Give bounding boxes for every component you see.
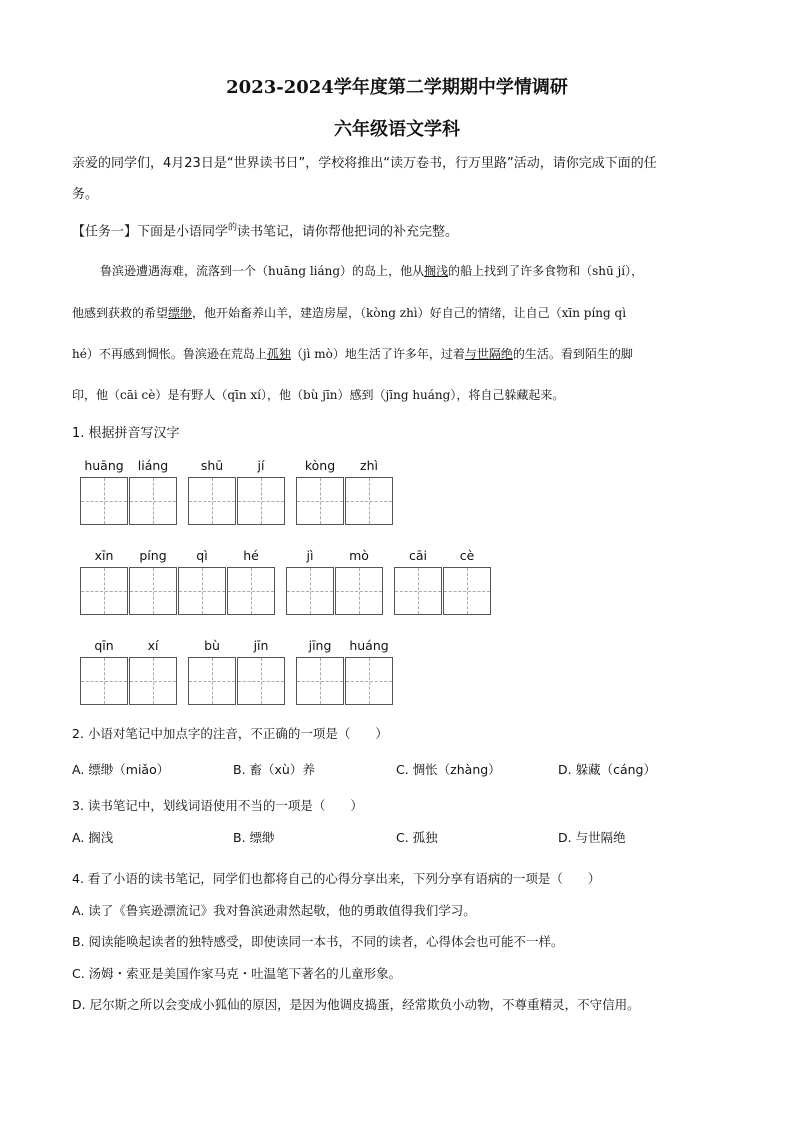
- pinyin-label: xí: [147, 638, 159, 653]
- q4-option-c[interactable]: C. 汤姆・索亚是美国作家马克・吐温笔下著名的儿童形象。: [72, 966, 402, 981]
- task1-heading: [72, 220, 458, 239]
- q4-option-d[interactable]: D. 尼尔斯之所以会变成小狐仙的原因，是因为他调皮捣蛋，经常欺负小动物，不尊重精灵，不守信用。: [72, 997, 640, 1012]
- pinyin-label: mò: [349, 548, 369, 563]
- passage-line-4: 印，他（cāi cè）是有野人（qīn xí），他（bù jīn）感到（jīng huáng），将自己躲藏起来。: [72, 388, 565, 402]
- q3-option-d[interactable]: D. 与世隔绝: [558, 830, 626, 845]
- passage-text: 鲁滨逊遭遇海难，流落到一个（huāng liáng）的岛上，他从: [100, 264, 425, 278]
- pinyin-label: bù: [204, 638, 220, 653]
- writing-cell[interactable]: [443, 567, 491, 615]
- q4-stem: 4. 看了小语的读书笔记，同学们也都将自己的心得分享出来，下列分享有语病的一项是（ ）: [72, 871, 601, 886]
- writing-cell[interactable]: [345, 657, 393, 705]
- underlined-word: 缥缈: [168, 306, 193, 320]
- intro-line-1: 亲爱的同学们，4月23日是“世界读书日”，学校将推出“读万卷书，行万里路”活动，请你完成下面的任: [72, 156, 657, 171]
- pinyin-label: liáng: [137, 458, 169, 473]
- pinyin-label: jīng: [308, 638, 332, 653]
- pinyin-label: huáng: [349, 638, 389, 653]
- writing-cell[interactable]: [345, 477, 393, 525]
- pinyin-label: xīn: [94, 548, 114, 563]
- underlined-word: 孤独: [266, 347, 291, 361]
- writing-cell[interactable]: [227, 567, 275, 615]
- passage-text: 的生活。看到陌生的脚: [512, 347, 633, 361]
- writing-cell[interactable]: [129, 657, 177, 705]
- q2-option-c[interactable]: C. 惆怅（zhàng）: [396, 762, 501, 777]
- q3-stem: 3. 读书笔记中，划线词语使用不当的一项是（ ）: [72, 798, 363, 813]
- q4-option-b[interactable]: B. 阅读能唤起读者的独特感受，即使读同一本书，不同的读者，心得体会也可能不一样。: [72, 934, 564, 949]
- task1-de: 的: [228, 223, 238, 233]
- q2-option-b[interactable]: B. 畜（xù）养: [233, 762, 315, 777]
- passage-line-3: [72, 345, 633, 362]
- q2-option-a[interactable]: A. 缥缈（miǎo）: [72, 762, 170, 777]
- passage-text: hé）不再感到惆怅。鲁滨逊在荒岛上: [72, 347, 267, 361]
- task1-text: 下面是小语同学: [137, 224, 229, 240]
- passage-text: ，他开始畜养山羊，建造房屋，（kòng zhì）好自己的情绪，让自己（xīn píng qì: [192, 306, 627, 320]
- task1-label: 【任务一】: [72, 224, 138, 240]
- q1-label: 1. 根据拼音写汉字: [72, 426, 180, 441]
- writing-cell[interactable]: [296, 477, 344, 525]
- page-title: 2023-2024学年度第二学期期中学情调研: [226, 77, 568, 98]
- q4-option-a[interactable]: A. 读了《鲁宾逊漂流记》我对鲁滨逊肃然起敬，他的勇敢值得我们学习。: [72, 903, 476, 918]
- passage-text: 他感到获救的希望: [72, 306, 169, 320]
- passage-text: （jì mò）地生活了许多年，过着: [290, 347, 465, 361]
- underlined-word: 与世隔绝: [464, 347, 513, 361]
- writing-cell[interactable]: [80, 567, 128, 615]
- writing-cell[interactable]: [394, 567, 442, 615]
- pinyin-label: huāng: [84, 458, 124, 473]
- writing-cell[interactable]: [178, 567, 226, 615]
- pinyin-label: qì: [196, 548, 208, 563]
- pinyin-label: cè: [459, 548, 475, 563]
- pinyin-label: jí: [257, 458, 265, 473]
- writing-cell[interactable]: [129, 567, 177, 615]
- pinyin-label: kòng: [304, 458, 336, 473]
- writing-cell[interactable]: [296, 657, 344, 705]
- passage-text: 的船上找到了许多食物和（shū jí），: [448, 264, 644, 278]
- pinyin-label: shū: [200, 458, 224, 473]
- q3-option-c[interactable]: C. 孤独: [396, 830, 438, 845]
- pinyin-label: zhì: [360, 458, 378, 473]
- writing-cell[interactable]: [188, 477, 236, 525]
- task1-text2: 读书笔记，请你帮他把词的补充完整。: [237, 224, 459, 240]
- pinyin-label: cāi: [408, 548, 427, 563]
- q2-stem: 2. 小语对笔记中加点字的注音，不正确的一项是（ ）: [72, 726, 388, 741]
- passage-line-2: [72, 304, 626, 321]
- writing-cell[interactable]: [237, 477, 285, 525]
- pinyin-label: jīn: [253, 638, 269, 653]
- writing-cell[interactable]: [80, 477, 128, 525]
- q3-option-b[interactable]: B. 缥缈: [233, 830, 275, 845]
- writing-cell[interactable]: [286, 567, 334, 615]
- writing-cell[interactable]: [129, 477, 177, 525]
- pinyin-label: qīn: [94, 638, 114, 653]
- page-subtitle: 六年级语文学科: [334, 119, 460, 140]
- writing-cell[interactable]: [188, 657, 236, 705]
- writing-cell[interactable]: [237, 657, 285, 705]
- passage-line-1: [100, 262, 643, 279]
- q2-option-d[interactable]: D. 躲藏（cáng）: [558, 762, 656, 777]
- q3-option-a[interactable]: A. 搁浅: [72, 830, 114, 845]
- writing-cell[interactable]: [335, 567, 383, 615]
- writing-cell[interactable]: [80, 657, 128, 705]
- underlined-word: 搁浅: [424, 264, 449, 278]
- pinyin-label: jì: [306, 548, 314, 563]
- intro-line-2: 务。: [72, 187, 99, 202]
- pinyin-label: píng: [139, 548, 167, 563]
- pinyin-label: hé: [243, 548, 259, 563]
